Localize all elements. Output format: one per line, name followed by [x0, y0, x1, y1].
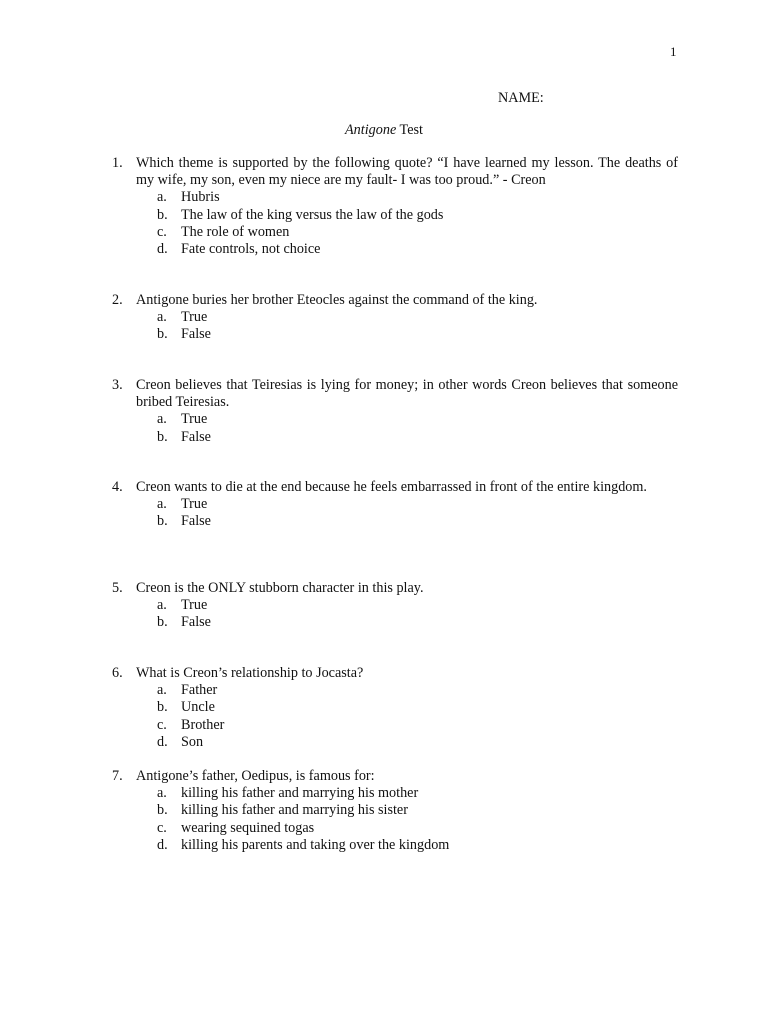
- question-text: Creon wants to die at the end because he feels embarrassed in front of the entire kingdom.: [136, 479, 647, 495]
- options-list: [112, 189, 678, 258]
- options-list: [112, 682, 678, 751]
- option-text: killing his parents and taking over the kingdom: [181, 836, 450, 853]
- option-text: True: [181, 411, 208, 428]
- title-italic-part: Antigone: [345, 122, 397, 138]
- option-letter: b.: [157, 802, 168, 819]
- option-a: [112, 411, 678, 428]
- option-letter: d.: [157, 836, 168, 853]
- option-letter: b.: [157, 513, 168, 530]
- option-text: Son: [181, 733, 204, 750]
- option-b: [112, 429, 678, 446]
- option-b: [112, 326, 678, 343]
- option-letter: b.: [157, 206, 168, 223]
- option-d: [112, 837, 678, 854]
- option-text: killing his father and marrying his mother: [181, 785, 419, 802]
- option-text: False: [181, 428, 211, 445]
- option-a: [112, 496, 678, 513]
- option-a: [112, 785, 678, 802]
- question-4: [112, 479, 678, 531]
- option-letter: c.: [157, 819, 167, 836]
- option-a: [112, 189, 678, 206]
- option-letter: a.: [157, 682, 167, 699]
- question-text: What is Creon’s relationship to Jocasta?: [136, 665, 364, 681]
- option-letter: b.: [157, 326, 168, 343]
- question-text: Creon is the ONLY stubborn character in this play.: [136, 580, 424, 596]
- question-1: [112, 155, 678, 258]
- option-letter: a.: [157, 597, 167, 614]
- option-text: False: [181, 614, 211, 631]
- question-2: [112, 292, 678, 344]
- option-letter: c.: [157, 223, 167, 240]
- option-a: [112, 682, 678, 699]
- options-list: [112, 411, 678, 445]
- option-d: [112, 241, 678, 258]
- option-c: [112, 717, 678, 734]
- option-letter: b.: [157, 428, 168, 445]
- question-number: 1.: [112, 155, 123, 171]
- option-b: [112, 513, 678, 530]
- option-text: False: [181, 326, 211, 343]
- title-rest: Test: [396, 122, 423, 138]
- question-7: [112, 768, 678, 854]
- option-text: The role of women: [181, 223, 290, 240]
- option-text: The law of the king versus the law of the gods: [181, 206, 444, 223]
- document-title: [0, 122, 768, 139]
- question-number: 5.: [112, 580, 123, 596]
- option-letter: b.: [157, 614, 168, 631]
- option-b: [112, 614, 678, 631]
- option-b: [112, 207, 678, 224]
- option-text: True: [181, 309, 208, 326]
- question-number: 6.: [112, 665, 123, 681]
- question-number: 7.: [112, 768, 123, 784]
- option-letter: a.: [157, 785, 167, 802]
- option-text: Uncle: [181, 699, 215, 716]
- option-c: [112, 820, 678, 837]
- option-letter: a.: [157, 309, 167, 326]
- option-a: [112, 597, 678, 614]
- options-list: [112, 496, 678, 530]
- option-letter: c.: [157, 716, 167, 733]
- option-b: [112, 699, 678, 716]
- option-letter: a.: [157, 189, 167, 206]
- options-list: [112, 785, 678, 854]
- option-text: True: [181, 597, 208, 614]
- option-text: wearing sequined togas: [181, 819, 315, 836]
- option-text: Fate controls, not choice: [181, 241, 321, 258]
- question-text: Which theme is supported by the following quote? “I have learned my lesson. The deaths of my wife, my son, even my niece are my fault- I was too proud.” - Creon: [136, 155, 678, 189]
- options-list: [112, 309, 678, 343]
- question-number: 3.: [112, 377, 123, 393]
- option-text: Brother: [181, 716, 225, 733]
- question-text: Creon believes that Teiresias is lying for money; in other words Creon believes that someone bribed Teiresias.: [136, 377, 678, 411]
- option-text: killing his father and marrying his sister: [181, 802, 408, 819]
- question-3: [112, 377, 678, 446]
- name-field-label: NAME:: [498, 90, 544, 106]
- option-letter: a.: [157, 496, 167, 513]
- options-list: [112, 597, 678, 631]
- page-number: 1: [670, 44, 677, 59]
- question-text: Antigone’s father, Oedipus, is famous for:: [136, 768, 375, 784]
- option-text: False: [181, 513, 211, 530]
- question-5: [112, 580, 678, 632]
- option-b: [112, 802, 678, 819]
- question-number: 2.: [112, 292, 123, 308]
- option-letter: d.: [157, 241, 168, 258]
- question-text: Antigone buries her brother Eteocles against the command of the king.: [136, 292, 538, 308]
- question-number: 4.: [112, 479, 123, 495]
- option-text: True: [181, 496, 208, 513]
- option-text: Father: [181, 682, 218, 699]
- option-letter: b.: [157, 699, 168, 716]
- option-letter: d.: [157, 733, 168, 750]
- option-text: Hubris: [181, 189, 220, 206]
- option-letter: a.: [157, 411, 167, 428]
- option-a: [112, 309, 678, 326]
- question-6: [112, 665, 678, 751]
- option-c: [112, 224, 678, 241]
- option-d: [112, 734, 678, 751]
